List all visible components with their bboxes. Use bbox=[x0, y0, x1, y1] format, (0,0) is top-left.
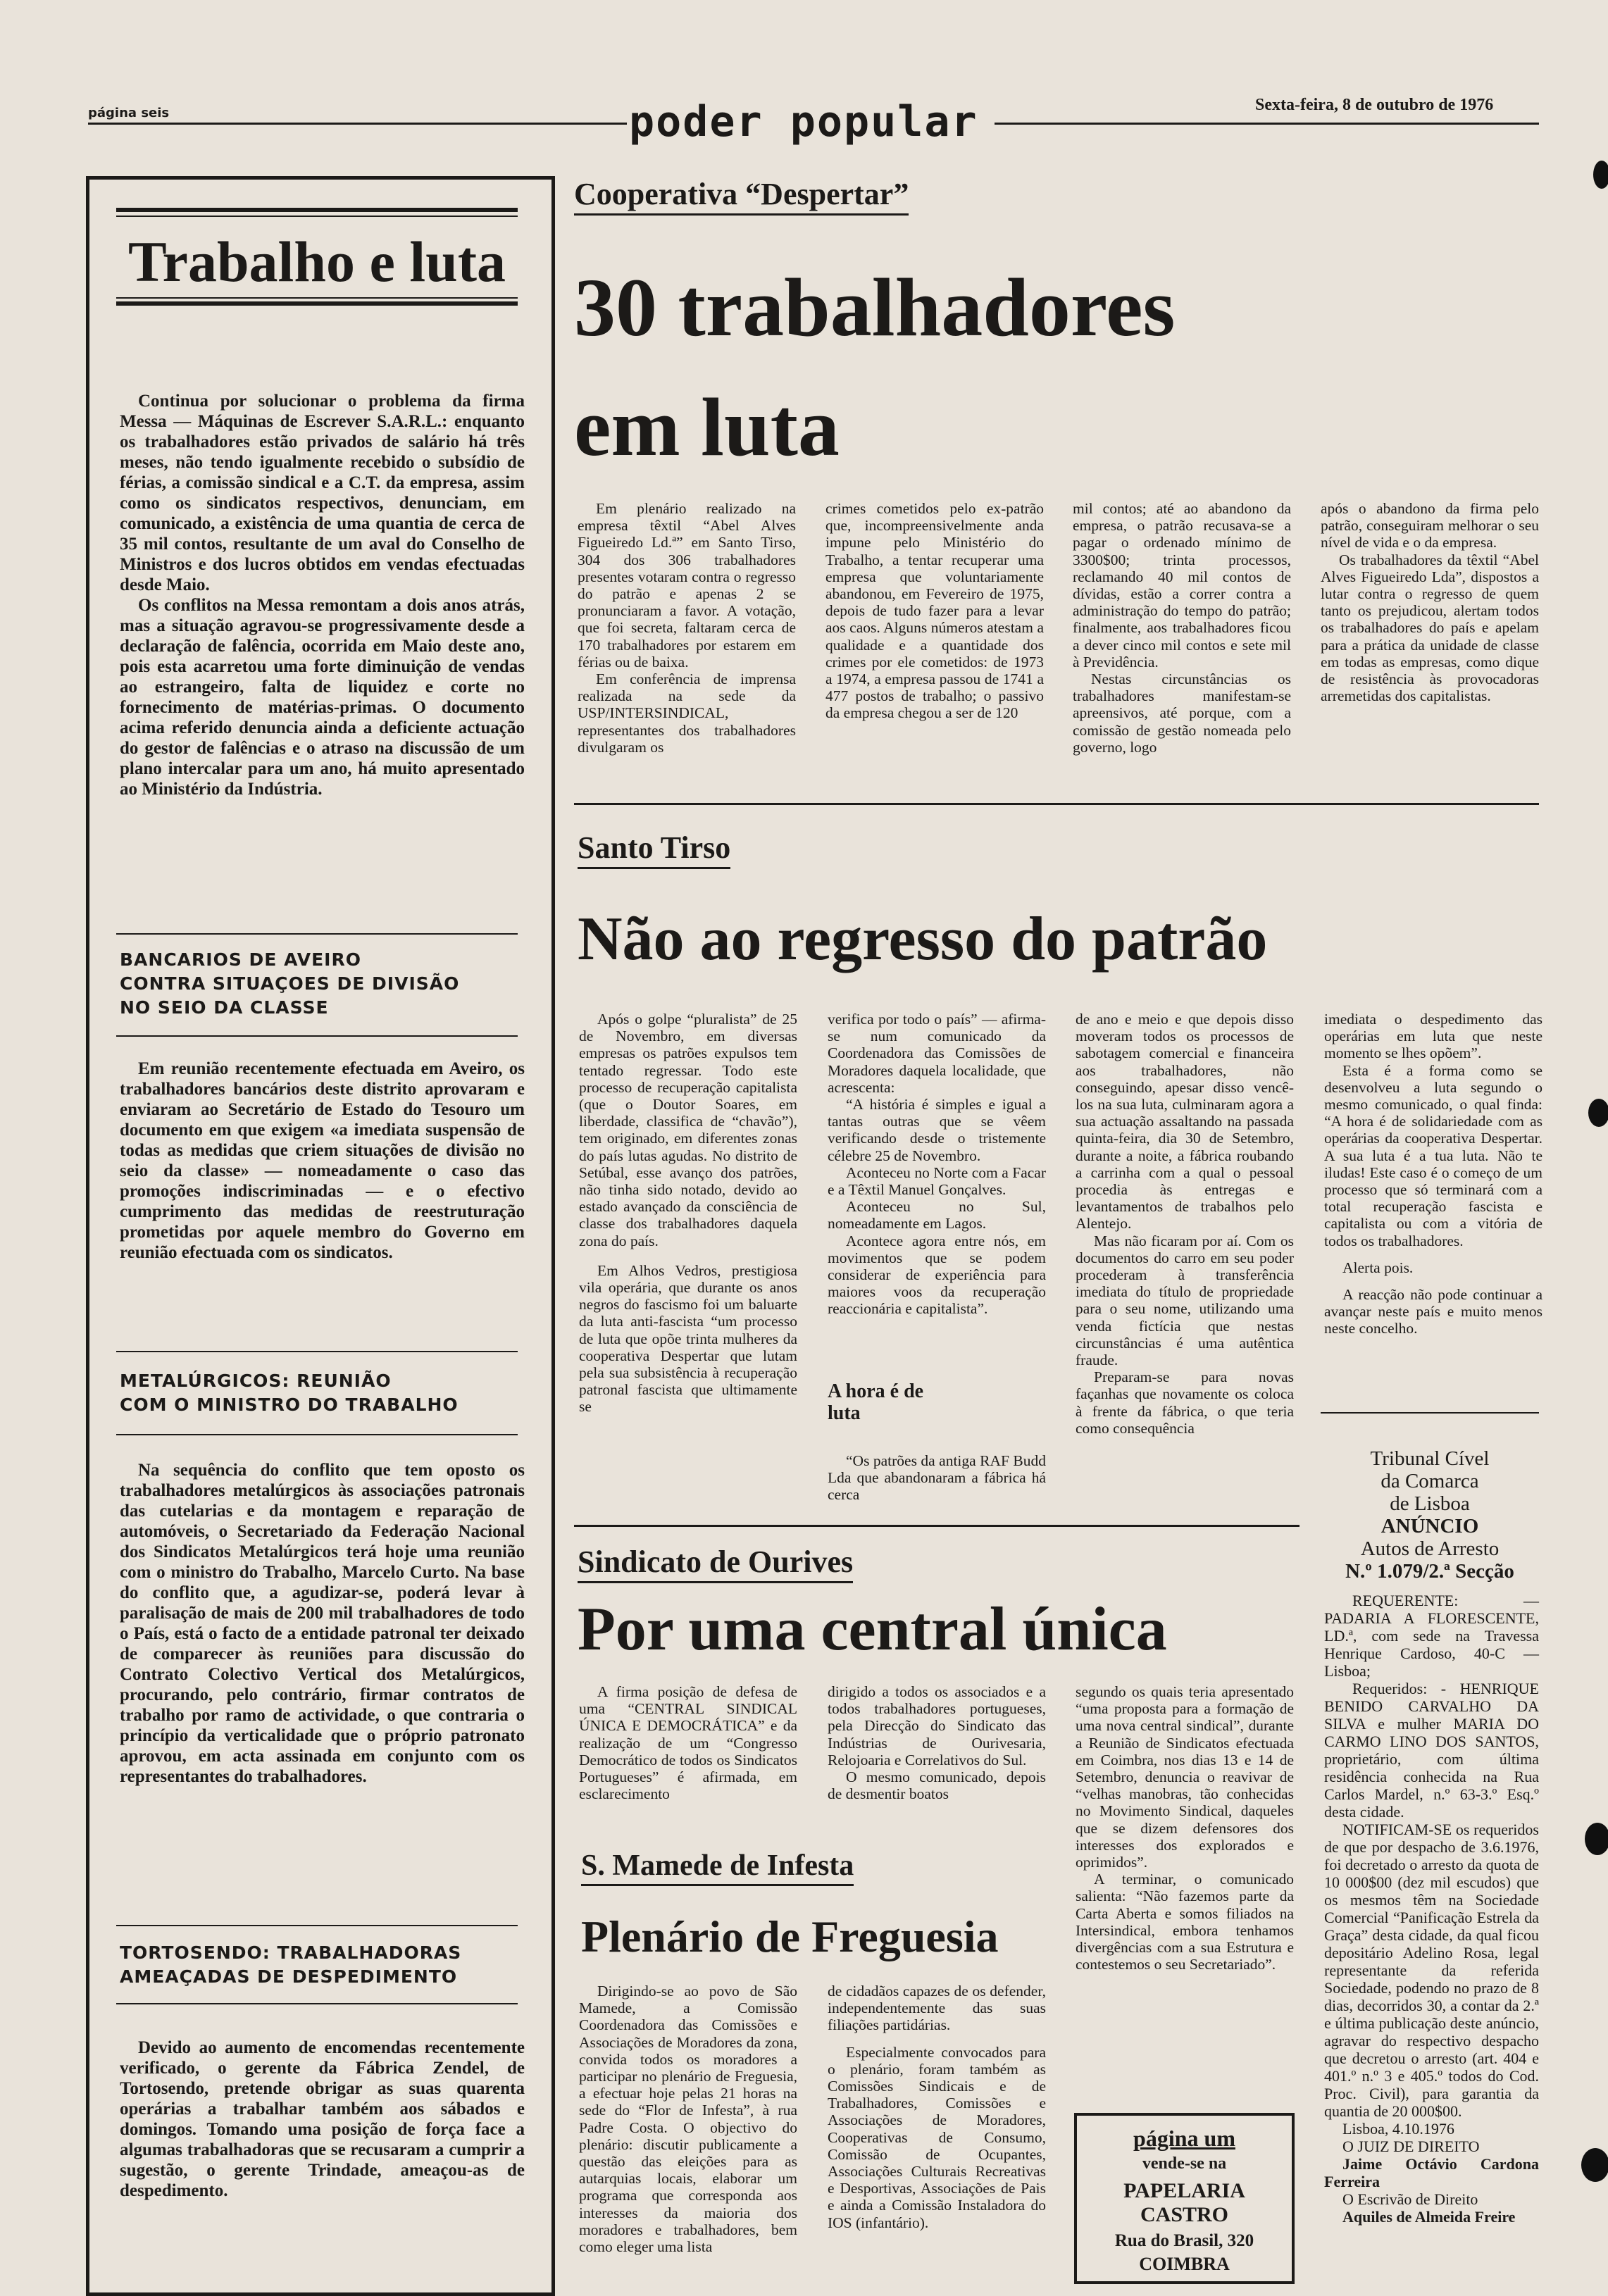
binding-hole-mark bbox=[1593, 161, 1608, 189]
legal-signature: O Escrivão de Direito bbox=[1342, 2190, 1478, 2208]
paragraph: “A história é simples e igual a tantas outras que se vêem verificando desde o tristemente célebre 25 de Novembro. bbox=[828, 1096, 1046, 1164]
legal-paragraph: NOTIFICAM-SE os requeridos de que por despacho de 3.6.1976, foi decretado o arresto da quota de 10 000$00 (dez mil escudos) que os mesmos têm na Sociedade Comercial “Panificação Estrela da Graça” desta cidade, da qual ficou depositário Adelino Rosa, legal representante da referida Sociedade, podendo no prazo de 8 dias, decorridos 30, a contar da 2.ª e última publicação deste anúncio, agravar do respectivo despacho que decretou o arresto (art. 404 e 401.º n.º 3 e 405.º todos do Cod. Proc. Civil), para garantia da quantia de 20 000$00. bbox=[1324, 1821, 1539, 2120]
headline-line: em luta bbox=[574, 381, 840, 473]
sidebar-divider bbox=[116, 2003, 518, 2004]
story3-column bbox=[1076, 1683, 1294, 1973]
story3-column bbox=[579, 1683, 797, 1802]
binding-hole-mark bbox=[1581, 2148, 1608, 2182]
paragraph: verifica por todo o país” — afirma-se num comunicado da Coordenadora das Comissões de Moradores daquela localidade, que acrescenta: bbox=[828, 1011, 1046, 1096]
sidebar-section-body bbox=[120, 1059, 525, 1263]
story3-kicker: Sindicato de Ourives bbox=[578, 1544, 853, 1583]
paragraph: O mesmo comunicado, depois de desmentir boatos bbox=[828, 1768, 1046, 1803]
paragraph: segundo os quais teria apresentado “uma proposta para a formação de uma nova central sindical”, durante a Reunião de Sindicatos efectuada em Coimbra, nos dias 13 e 14 de Setembro, denuncia o reavivar de “velhas manobras, tão conhecidas no Movimento Sindical, daqueles que se dizem defensores dos interesses dos explorados e oprimidos”. bbox=[1076, 1683, 1294, 1871]
advert-address: Rua do Brasil, 320 bbox=[1114, 2231, 1254, 2250]
binding-hole-mark bbox=[1588, 1099, 1608, 1127]
story1-headline bbox=[574, 261, 1176, 473]
sidebar-intro-paragraph: Continua por solucionar o problema da firma Messa — Máquinas de Escrever S.A.R.L.: enquanto os trabalhadores estão privados de salário há três meses, não tendo igualmente recebido o subsídio de férias, a comissão sindical e a C.T. da empresa, assim como os sindicatos respectivos, denunciam, em comunicado, a existência de uma quantia de cerca de 35 mil contos, resultante de um aval do Conselho de Ministros e dos lucros obtidos em vendas efectuadas desde Maio. bbox=[120, 392, 525, 594]
paragraph: Em Alhos Vedros, prestigiosa vila operária, que durante os anos negros do fascismo foi um baluarte da luta anti-fascista “um processo de luta que opõe trinta mulheres da cooperativa Despertar que lutam pela sua subsistência à recuperação patronal fascista que ultimamente se bbox=[579, 1261, 797, 1416]
story2-column bbox=[828, 1011, 1046, 1318]
paragraph: Especialmente convocados para o plenário, foram também as Comissões Sindicais e de Trabalhadores, Comissões e Associações de Moradores, Cooperativas de Consumo, Comissão de Ocupantes, Associações Culturais Recreativas e Desportivas, Associações de Pais e ainda a Comissão Instaladora do IOS (infantário). bbox=[828, 2043, 1046, 2231]
story3-column bbox=[828, 1683, 1046, 1802]
court-line: de Lisboa bbox=[1390, 1492, 1470, 1515]
heading-line: METALÚRGICOS: REUNIÃO bbox=[120, 1371, 392, 1391]
paragraph: Os trabalhadores da têxtil “Abel Alves Figueiredo Lda”, dispostos a lutar contra o regresso de quem tanto os prejudicou, alertam todos os trabalhadores do país e apelam para a prática da unidade de classe em todas as empresas, como dique de resistência às provocadoras arremetidas dos capitalistas. bbox=[1321, 551, 1539, 705]
header-rule-left bbox=[88, 123, 627, 125]
paragraph: Aconteceu no Sul, nomeadamente em Lagos. bbox=[828, 1198, 1046, 1233]
paragraph: “Os patrões da antiga RAF Budd Lda que abandonaram a fábrica há cerca bbox=[828, 1452, 1046, 1504]
sidebar-divider bbox=[116, 1434, 518, 1435]
sidebar-section-body bbox=[120, 1460, 525, 1787]
paragraph: Mas não ficaram por aí. Com os documentos do carro em seu poder procederam à transferência imediata do título de propriedade para o seu nome, utilizando uma venda fictícia que nestas circunstâncias é uma autêntica fraude. bbox=[1076, 1232, 1294, 1369]
story2-column bbox=[579, 1011, 797, 1416]
headline-line: 30 trabalhadores bbox=[574, 261, 1176, 354]
paragraph: Alerta pois. bbox=[1342, 1259, 1414, 1276]
heading-line: COM O MINISTRO DO TRABALHO bbox=[120, 1395, 459, 1415]
advert-shop bbox=[1077, 2179, 1292, 2227]
story1-column bbox=[1073, 500, 1291, 756]
paragraph: A terminar, o comunicado salienta: “Não fazemos parte da Carta Aberta e somos filiados na Intersindical, embora tenhamos divergências com a sua Estrutura e contestemos o seu Secretariado”. bbox=[1076, 1871, 1294, 1973]
story2-headline: Não ao regresso do patrão bbox=[578, 905, 1268, 973]
legal-signature: Jaime Octávio Cardona Ferreira bbox=[1324, 2155, 1539, 2190]
sidebar-section-heading bbox=[120, 1941, 461, 1989]
paragraph: Em plenário realizado na empresa têxtil “Abel Alves Figueiredo Ld.ª” em Santo Tirso, 304 dos 306 trabalhadores presentes votaram contra o regresso do patrão e apenas 2 se pronunciaram a favor. A votação, que foi secreta, faltaram cerca de 170 trabalhadores por estarem em férias ou de baixa. bbox=[578, 500, 796, 670]
shop-line: PAPELARIA bbox=[1123, 2179, 1245, 2202]
paragraph: A firma posição de defesa de uma “CENTRAL SINDICAL ÚNICA E DEMOCRÁTICA” e da realização de um “Congresso Democrático de todos os Sindicatos Portugueses” é afirmada, em esclarecimento bbox=[579, 1683, 797, 1803]
story1-rule bbox=[574, 803, 1539, 805]
story2-subhead: A hora é de luta bbox=[828, 1380, 924, 1424]
paragraph: Nestas circunstâncias os trabalhadores manifestam-se apreensivos, até porque, com a comissão de gestão nomeada pelo governo, logo bbox=[1073, 670, 1291, 756]
legal-date: Lisboa, 4.10.1976 bbox=[1342, 2120, 1454, 2138]
sidebar-section-heading bbox=[120, 1369, 459, 1417]
sidebar-paragraph: Em reunião recentemente efectuada em Aveiro, os trabalhadores bancários deste distrito aprovaram e enviaram ao Secretário de Estado do Tesouro um documento em que exigem «a imediata suspensão de todas as medidas que criem situações de divisão no seio da classe» — nomeadamente o caso das promoções indiscriminadas — e o efectivo cumprimento das medidas de reestruturação prometidas por aquele membro do Governo em reunião efectuada com os sindicatos. bbox=[120, 1059, 525, 1262]
story1-column bbox=[1321, 500, 1539, 704]
legal-notice-header bbox=[1321, 1447, 1539, 1583]
sidebar-divider bbox=[116, 1035, 518, 1037]
story4-kicker: S. Mamede de Infesta bbox=[581, 1849, 854, 1886]
story2-kicker: Santo Tirso bbox=[578, 830, 730, 869]
notice-number: N.º 1.079/2.ª Secção bbox=[1345, 1560, 1514, 1583]
paragraph: de ano e meio e que depois disso moveram todos os processos de sabotagem comercial e financeira aos trabalhadores, não conseguindo, apesar disso vencê-los na sua luta, culminaram agora a sua actuação assaltando na passada quinta-feira, dia 30 de Setembro, durante a noite, a fábrica roubando a carrinha com a qual o pessoal procedia às entregas e levantamentos de trabalhos pelo Alentejo. bbox=[1076, 1011, 1294, 1233]
court-line: Tribunal Cível bbox=[1370, 1447, 1490, 1470]
story2-rule bbox=[574, 1525, 1300, 1527]
heading-line: AMEAÇADAS DE DESPEDIMENTO bbox=[120, 1966, 458, 1987]
paragraph: dirigido a todos os associados e a todos trabalhadores portugueses, pela Direcção do Sindicato das Indústrias de Ourivesaria, Relojoaria e Correlativos do Sul. bbox=[828, 1683, 1046, 1768]
sidebar-paragraph: Na sequência do conflito que tem oposto os trabalhadores metalúrgicos às associações patronais das cutelarias e da montagem e reparação de automóveis, o Secretariado da Federação Nacional dos Sindicatos Metalúrgicos terá hoje uma reunião com o ministro do Trabalho, Marcelo Curto. Na base do conflito que, a agudizar-se, poderá levar à paralisação de mais de 200 mil trabalhadores de todo o País, está o facto de a entidade patronal ter deixado de comparecer às reuniões para discussão do Contrato Colectivo Vertical dos Metalúrgicos, procurando, pelo contrário, firmar contratos de trabalho por ramo de actividade, o que contraria o princípio da verticalidade que o próprio patronato aprovou, em acta assinada em conjunto com os representantes do trabalhadores. bbox=[120, 1461, 525, 1786]
legal-signature: Aquiles de Almeida Freire bbox=[1342, 2208, 1516, 2226]
advert-box bbox=[1074, 2113, 1295, 2284]
legal-notice-body bbox=[1324, 1592, 1539, 2226]
heading-line: BANCARIOS DE AVEIRO bbox=[120, 949, 361, 970]
advert-city: COIMBRA bbox=[1139, 2254, 1230, 2274]
story1-column bbox=[578, 500, 796, 756]
paragraph: Aconteceu no Norte com a Facar e a Têxtil Manuel Gonçalves. bbox=[828, 1163, 1046, 1199]
sidebar-divider bbox=[116, 933, 518, 935]
issue-date: Sexta-feira, 8 de outubro de 1976 bbox=[1255, 96, 1494, 114]
sidebar-title-rule-top-2 bbox=[116, 216, 518, 217]
page-label: página seis bbox=[88, 106, 170, 120]
story4-column bbox=[828, 1983, 1046, 2231]
paragraph: A reacção não pode continuar a avançar neste país e muito menos neste concelho. bbox=[1324, 1286, 1542, 1337]
notice-title: ANÚNCIO bbox=[1380, 1515, 1479, 1537]
shop-line: CASTRO bbox=[1140, 2203, 1229, 2226]
paragraph: Dirigindo-se ao povo de São Mamede, a Comissão Coordenadora das Comissões e Associações de Moradores da zona, convida todos os moradores a participar no plenário de Freguesia, a efectuar hoje pelas 21 horas na sede do “Flor de Infesta”, à rua Padre Costa. O objectivo do plenário: discutir publicamente a questão das eleições para as autarquias locais, elaborar um programa que corresponda aos interesses da maioria dos moradores e trabalhadores, bem como eleger uma lista bbox=[579, 1983, 797, 2256]
binding-hole-mark bbox=[1585, 1823, 1608, 1855]
legal-paragraph: REQUERENTE: — PADARIA A FLORESCENTE, LD.ª, com sede na Travessa Henrique Cardoso, 40-C — Lisboa; bbox=[1324, 1592, 1539, 1680]
story2-column bbox=[1076, 1011, 1294, 1437]
heading-line: TORTOSENDO: TRABALHADORAS bbox=[120, 1942, 462, 1963]
story1-column bbox=[825, 500, 1044, 722]
notice-subtitle: Autos de Arresto bbox=[1360, 1537, 1500, 1560]
masthead: poder popular bbox=[629, 97, 978, 146]
court-line: da Comarca bbox=[1380, 1470, 1479, 1492]
sidebar-section-heading bbox=[120, 948, 459, 1020]
paragraph: de cidadãos capazes de os defender, independentemente das suas filiações partidárias. bbox=[828, 1983, 1046, 2034]
paragraph: mil contos; até ao abandono da empresa, o patrão recusava-se a pagar o ordenado mínimo de 3300$00; trinta processos, reclamando 40 mil contos de dívidas, estão a correr contra a administração do tempo do patrão; finalmente, aos trabalhadores ficou a dever cinco mil contos e sete mil à Previdência. bbox=[1073, 500, 1291, 670]
header-rule-right bbox=[995, 123, 1539, 125]
paragraph: Após o golpe “pluralista” de 25 de Novembro, em diversas empresas os patrões expulsos tem tentado regressar. Todo este processo de recuperação capitalista (que o Doutor Soares, em liberdade, classifica de “chavão”), tem originado, em diferentes zonas do país lutas agudas. No distrito de Setúbal, esse avanço dos patrões, não tinha sido notado, devido ao estado avançado da consciência de classe dos trabalhadores daquela zona do país. bbox=[579, 1011, 797, 1249]
sidebar-divider bbox=[116, 1351, 518, 1352]
paragraph: Esta é a forma como se desenvolveu a luta segundo o mesmo comunicado, o qual finda: “A hora é de solidariedade com as operárias da cooperativa Despertar. A sua luta é a tua luta. Não te iludas! Este caso é o começo de um processo que só terminará com a total recuperação fascista e capitalista ou com a vitória de todos os trabalhadores. bbox=[1324, 1061, 1542, 1249]
legal-paragraph: Requeridos: - HENRIQUE BENIDO CARVALHO DA SILVA e mulher MARIA DO CARMO LINO DOS SANTOS, proprietário, com última residência conhecida na Rua Carlos Mardel, n.º 63-3.º Esq.º desta cidade. bbox=[1324, 1680, 1539, 1821]
paragraph: Preparam-se para novas façanhas que novamente os coloca à frente da fábrica, o que teria como consequência bbox=[1076, 1368, 1294, 1437]
paragraph: imediata o despedimento das operárias em luta que neste momento se lhes opõem”. bbox=[1324, 1011, 1542, 1062]
sidebar-paragraph: Devido ao aumento de encomendas recentemente verificado, o gerente da Fábrica Zendel, de Tortosendo, pretende obrigar as suas quarenta operárias a trabalhar também aos sábados e domingos. Tomando uma posição de força face a algumas trabalhadoras que se recusaram a cumprir a sugestão, o gerente Trindade, ameaçou-as de despedimento. bbox=[120, 2038, 525, 2200]
story2-column bbox=[1324, 1011, 1542, 1337]
sidebar-title-rule-bottom-1 bbox=[116, 297, 518, 299]
sidebar-title-rule-top-1 bbox=[116, 208, 518, 212]
paragraph: Em conferência de imprensa realizada na sede da USP/INTERSINDICAL, representantes dos trabalhadores divulgaram os bbox=[578, 670, 796, 756]
legal-signature: O JUIZ DE DIREITO bbox=[1342, 2138, 1480, 2155]
sidebar-intro bbox=[120, 391, 525, 799]
paragraph: crimes cometidos pelo ex-patrão que, incompreensivelmente anda impune pelo Ministério do Trabalho, a tentar recuperar uma empresa que voluntariamente abandonou, em Fevereiro de 1975, depois de tudo fazer para a levar aos caos. Alguns números atestam a qualidade e a quantidade dos crimes por ele cometidos: de 1973 a 1974, a empresa passou de 1741 a 477 postos de trabalho; o passivo da empresa chegou a ser de 120 bbox=[825, 500, 1044, 722]
heading-line: CONTRA SITUAÇOES DE DIVISÃO bbox=[120, 973, 460, 994]
paragraph: Acontece agora entre nós, em movimentos que se podem considerar de experiência para maiores voos da recuperação reaccionária e capitalista”. bbox=[828, 1232, 1046, 1318]
heading-line: NO SEIO DA CLASSE bbox=[120, 997, 329, 1018]
paragraph: após o abandono da firma pelo patrão, conseguiram melhorar o seu nível de vida e o da empresa. bbox=[1321, 500, 1539, 551]
sidebar-intro-paragraph: Os conflitos na Messa remontam a dois anos atrás, mas a situação agravou-se progressivamente desde a declaração de falência, ocorrida em Maio deste ano, pois esta acarretou uma forte diminuição de vendas ao estrangeiro, falta de liquidez e corte no fornecimento de matérias-primas. O documento acima referido denuncia ainda a deficiente actuação do gestor de falências e o atraso na discussão de um plano intercalar para um ano, há muito apresentado ao Ministério da Indústria. bbox=[120, 596, 525, 799]
story2-after-subhead bbox=[828, 1452, 1046, 1504]
story4-column bbox=[579, 1983, 797, 2255]
story3-headline: Por uma central única bbox=[578, 1595, 1167, 1664]
sidebar-title-rule-bottom-2 bbox=[116, 301, 518, 306]
sidebar-title: Trabalho e luta bbox=[127, 230, 506, 294]
sidebar-divider bbox=[116, 1925, 518, 1926]
story4-headline: Plenário de Freguesia bbox=[581, 1911, 999, 1961]
advert-title: página um bbox=[1133, 2126, 1235, 2151]
sidebar-section-body bbox=[120, 2038, 525, 2201]
story1-kicker: Cooperativa “Despertar” bbox=[574, 176, 909, 216]
story2-rule-right bbox=[1321, 1412, 1539, 1414]
advert-sub: vende-se na bbox=[1142, 2154, 1227, 2173]
